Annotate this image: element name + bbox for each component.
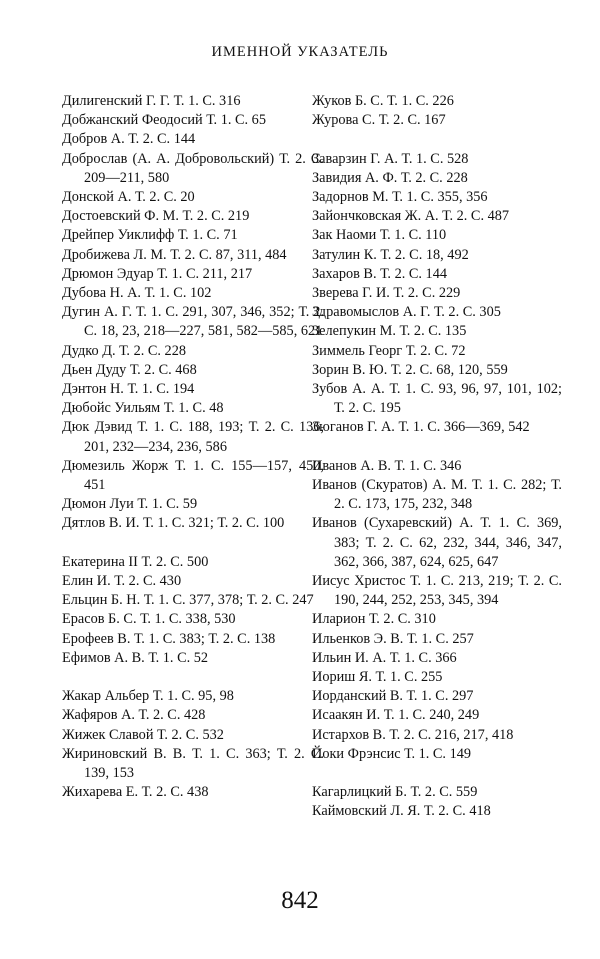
index-entry: Захаров В. Т. 2. С. 144 bbox=[312, 265, 447, 282]
index-entry: Иориш Я. Т. 1. С. 255 bbox=[312, 669, 443, 686]
index-entry: Зак Наоми Т. 1. С. 110 bbox=[312, 227, 447, 244]
index-entry: Дьен Дуду Т. 2. С. 468 bbox=[62, 361, 197, 378]
index-entry: Ерасов Б. С. Т. 1. С. 338, 530 bbox=[62, 611, 236, 628]
index-entry: Зелепукин М. Т. 2. С. 135 bbox=[312, 323, 467, 340]
index-entry: Зюганов Г. А. Т. 1. С. 366—369, 542 bbox=[312, 419, 530, 436]
index-entry: Ильенков Э. В. Т. 1. С. 257 bbox=[312, 630, 474, 647]
index-entry: Йоки Фрэнсис Т. 1. С. 149 bbox=[312, 745, 472, 762]
index-entry: Иларион Т. 2. С. 310 bbox=[312, 611, 436, 628]
index-entry: Исаакян И. Т. 1. С. 240, 249 bbox=[312, 707, 480, 724]
index-entry: Дубова Н. А. Т. 1. С. 102 bbox=[62, 285, 212, 302]
index-entry: Журова С. Т. 2. С. 167 bbox=[312, 112, 446, 129]
index-entry: Зорин В. Ю. Т. 2. С. 68, 120, 559 bbox=[312, 361, 508, 378]
index-entry: Дрюмон Эдуар Т. 1. С. 211, 217 bbox=[62, 265, 253, 282]
index-entry: Каймовский Л. Я. Т. 2. С. 418 bbox=[312, 803, 491, 820]
index-entry: Иванов (Скуратов) А. М. Т. 1. С. 282; Т. 2. С. 173, 175, 232, 348 bbox=[312, 477, 562, 513]
index-entry: Жихарева Е. Т. 2. С. 438 bbox=[62, 784, 209, 801]
index-entry: Дилигенский Г. Г. Т. 1. С. 316 bbox=[62, 93, 241, 109]
index-entry: Дэнтон Н. Т. 1. С. 194 bbox=[62, 381, 195, 398]
index-entry: Кагарлицкий Б. Т. 2. С. 559 bbox=[312, 784, 478, 801]
index-entry: Истархов В. Т. 2. С. 216, 217, 418 bbox=[312, 726, 514, 743]
index-entry: Жафяров А. Т. 2. С. 428 bbox=[62, 707, 206, 724]
index-entry: Дюмон Луи Т. 1. С. 59 bbox=[62, 496, 198, 513]
letter-group-gap bbox=[312, 130, 562, 149]
page-number: 842 bbox=[281, 887, 319, 914]
index-entry: Екатерина II Т. 2. С. 500 bbox=[62, 553, 209, 570]
index-entry: Жуков Б. С. Т. 1. С. 226 bbox=[312, 93, 454, 109]
index-entry: Иванов (Сухаревский) А. Т. 1. С. 369, 383; Т. 2. С. 62, 232, 344, 346, 347, 362, 366, 387, 624, 625, 647 bbox=[312, 515, 562, 570]
letter-group-gap bbox=[62, 534, 324, 553]
index-entry: Иорданский В. Т. 1. С. 297 bbox=[312, 688, 474, 705]
index-entry: Здравомыслов А. Г. Т. 2. С. 305 bbox=[312, 304, 501, 321]
index-entry: Ильин И. А. Т. 1. С. 366 bbox=[312, 649, 457, 666]
index-column-right bbox=[312, 92, 562, 822]
letter-group-gap bbox=[312, 764, 562, 783]
index-entry: Задорнов М. Т. 1. С. 355, 356 bbox=[312, 189, 488, 205]
index-entry: Зиммель Георг Т. 2. С. 72 bbox=[312, 342, 466, 359]
index-entry: Донской А. Т. 2. С. 20 bbox=[62, 189, 195, 206]
index-entry: Иисус Христос Т. 1. С. 213, 219; Т. 2. С. 190, 244, 252, 253, 345, 394 bbox=[312, 573, 562, 609]
index-entry: Ефимов А. В. Т. 1. С. 52 bbox=[62, 649, 209, 666]
letter-group-gap bbox=[62, 668, 324, 687]
index-entry: Дробижева Л. М. Т. 2. С. 87, 311, 484 bbox=[62, 246, 287, 263]
index-entry: Дюмезиль Жорж Т. 1. С. 155—157, 450, 451 bbox=[62, 457, 324, 494]
index-entry: Достоевский Ф. М. Т. 2. С. 219 bbox=[62, 208, 250, 225]
index-entry: Дугин А. Г. Т. 1. С. 291, 307, 346, 352; Т. 2. С. 18, 23, 218—227, 581, 582—585, 621 bbox=[62, 304, 324, 340]
letter-group-gap bbox=[312, 438, 562, 457]
index-entry: Жириновский В. В. Т. 1. С. 363; Т. 2. С. 139, 153 bbox=[62, 745, 324, 782]
index-entry: Дрейпер Уиклифф Т. 1. С. 71 bbox=[62, 227, 238, 244]
index-entry: Дюбойс Уильям Т. 1. С. 48 bbox=[62, 400, 224, 417]
index-entry: Добров А. Т. 2. С. 144 bbox=[62, 131, 196, 148]
index-entry: Жакар Альбер Т. 1. С. 95, 98 bbox=[62, 688, 234, 705]
index-entry: Заварзин Г. А. Т. 1. С. 528 bbox=[312, 150, 469, 167]
index-entry: Дюк Дэвид Т. 1. С. 188, 193; Т. 2. С. 136, 201, 232—234, 236, 586 bbox=[62, 419, 324, 455]
running-header: ИМЕННОЙ УКАЗАТЕЛЬ bbox=[211, 44, 389, 60]
index-entry: Добжанский Феодосий Т. 1. С. 65 bbox=[62, 112, 266, 129]
index-entry: Жижек Славой Т. 2. С. 532 bbox=[62, 726, 224, 743]
index-entry: Дятлов В. И. Т. 1. С. 321; Т. 2. С. 100 bbox=[62, 515, 285, 532]
index-entry: Елин И. Т. 2. С. 430 bbox=[62, 573, 182, 590]
index-entry: Зверева Г. И. Т. 2. С. 229 bbox=[312, 285, 461, 302]
index-entry: Затулин К. Т. 2. С. 18, 492 bbox=[312, 246, 469, 263]
index-entry: Завидия А. Ф. Т. 2. С. 228 bbox=[312, 169, 468, 186]
index-entry: Зубов А. А. Т. 1. С. 93, 96, 97, 101, 102; Т. 2. С. 195 bbox=[312, 381, 562, 417]
index-column-left bbox=[62, 92, 324, 802]
index-entry: Ерофеев В. Т. 1. С. 383; Т. 2. С. 138 bbox=[62, 630, 276, 647]
index-entry: Ельцин Б. Н. Т. 1. С. 377, 378; Т. 2. С. 247 bbox=[62, 592, 314, 609]
index-entry: Доброслав (А. А. Добровольский) Т. 2. С. 209—211, 580 bbox=[62, 150, 324, 186]
index-entry: Зайончковская Ж. А. Т. 2. С. 487 bbox=[312, 208, 510, 225]
index-entry: Иванов А. В. Т. 1. С. 346 bbox=[312, 457, 462, 474]
index-entry: Дудко Д. Т. 2. С. 228 bbox=[62, 342, 186, 359]
